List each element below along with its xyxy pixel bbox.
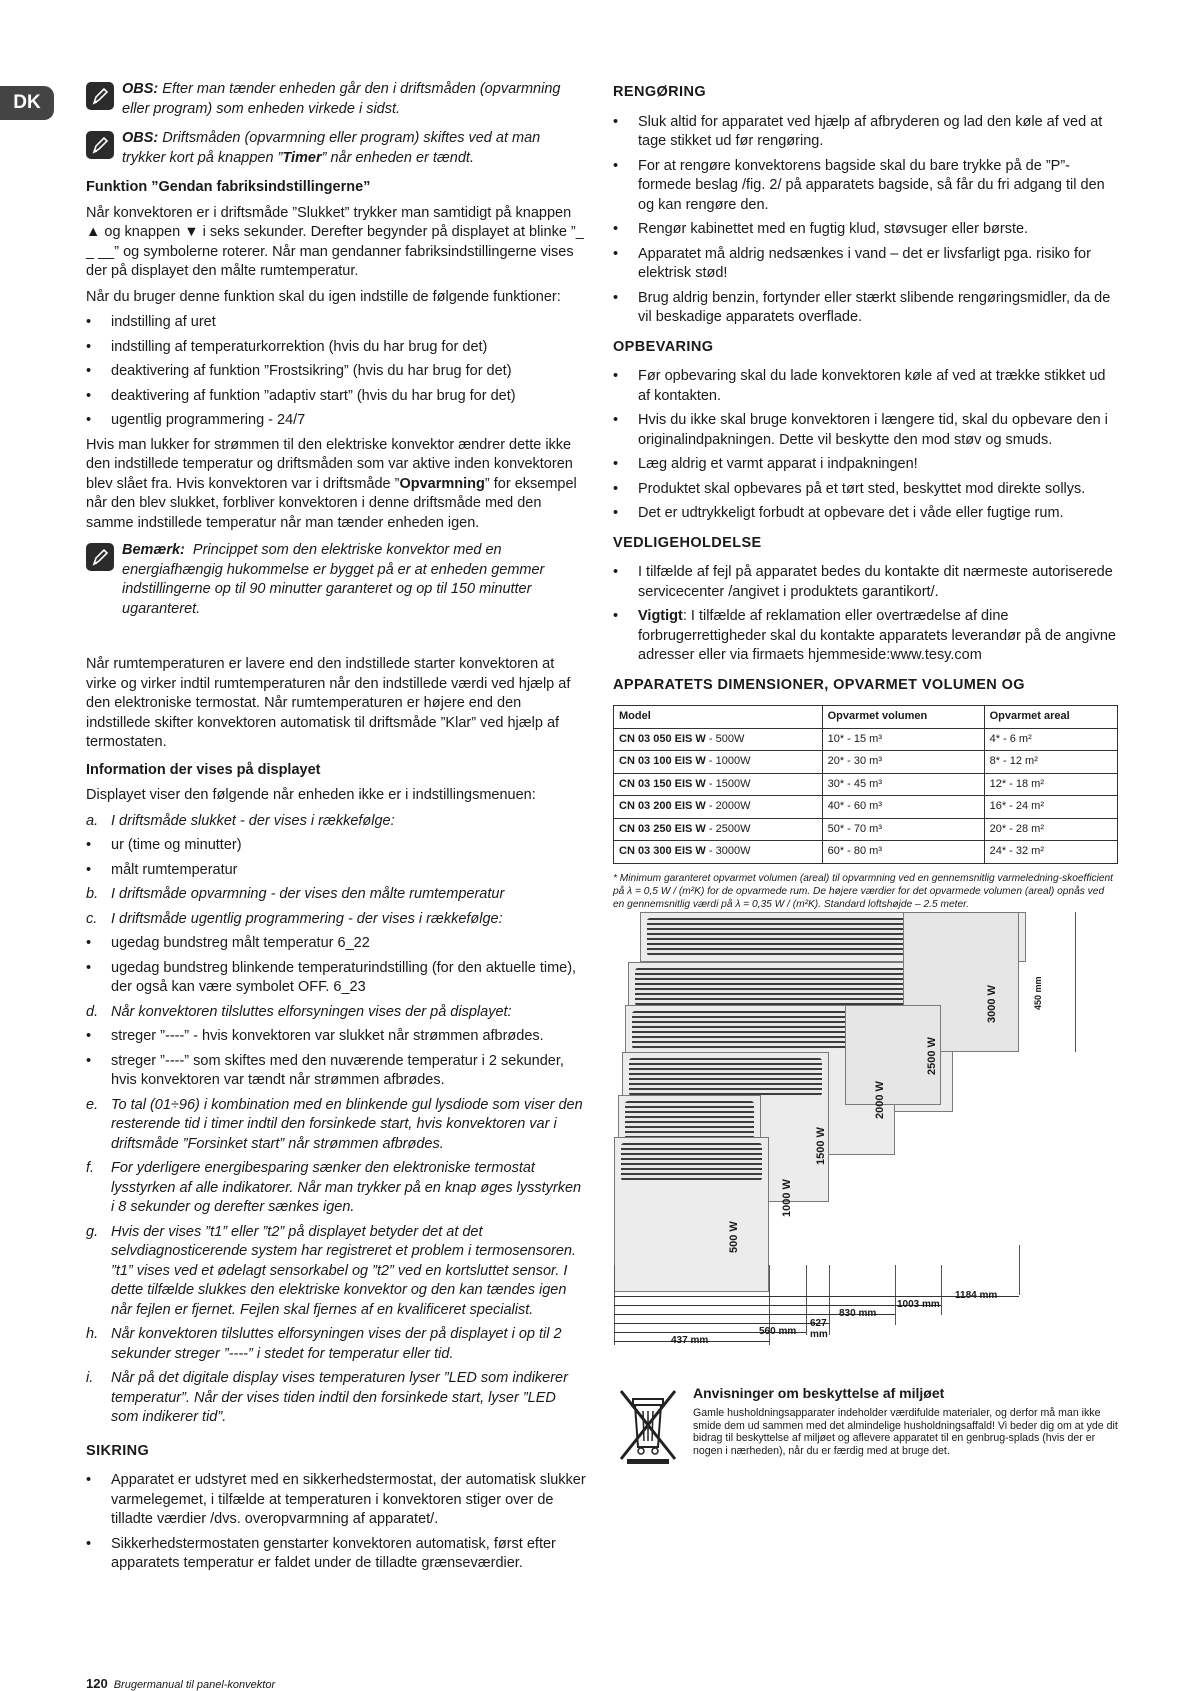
clean-list <box>613 113 1118 328</box>
grill <box>635 968 946 1006</box>
note-label: OBS: <box>122 81 159 97</box>
width-label: 830 mm <box>839 1308 877 1319</box>
model-name: CN 03 050 EIS W <box>619 732 706 745</box>
list-text: Hvis der vises ”t1” eller ”t2” på displayet betyder det at det selvdiagnosticerende system har registreret et problem i termosensoren. ”t1” vises ved et ødelagt sensorkabel og ”t2” ved en kortsluttet sensor. I dette tilfælde slukkes den elektriske konvektor og den kan tændes igen når fejlen er fjernet. Fejlen skal fjernes af en kvalificeret specialist. <box>111 1223 577 1318</box>
area-cell: 12* - 18 m² <box>984 773 1117 796</box>
room-paragraph: Når rumtemperaturen er lavere end den indstillede starter konvektoren at virke og virker indtil rumtemperaturen når den indstillede værdi ved hjælp af den elektroniske termostat. Når rumtemperaturen er højere end den indstillede skifter konvektoren automatisk til driftsmåde ”Klar” ved hjælp af termostaten. <box>86 656 571 750</box>
list-text: I driftsmåde opvarmning - der vises den målte rumtemperatur <box>111 886 505 902</box>
watt-label: 1000 W <box>781 1179 793 1217</box>
model-cell <box>614 796 823 819</box>
reset-paragraph-2: Når du bruger denne funktion skal du igen indstille de følgende funktioner: <box>86 288 561 305</box>
table-row <box>614 818 1118 841</box>
list-text: I driftsmåde slukket - der vises i rækkefølge: <box>111 812 395 829</box>
list-item <box>86 1159 586 1218</box>
list-item: • Det er udtrykkeligt forbudt at opbevare det i våde eller fugtige rum. <box>613 504 1118 524</box>
list-text: ugedag bundstreg blinkende temperaturindstilling (for den aktuelle time), der også kan være symbolet OFF. 6_23 <box>111 959 577 995</box>
bold-text: Opvarmning <box>399 475 485 492</box>
left-column <box>86 80 586 1579</box>
maintenance-heading: VEDLIGEHOLDELSE <box>613 534 762 551</box>
list-marker: • <box>86 837 92 853</box>
list-marker: i. <box>86 1370 94 1386</box>
watt-label: 500 W <box>728 1221 740 1253</box>
column-header: Model <box>614 706 823 729</box>
volume-cell: 40* - 60 m³ <box>822 796 984 819</box>
dim-1003 <box>614 1305 941 1306</box>
area-cell: 4* - 6 m² <box>984 728 1117 751</box>
environment-heading: Anvisninger om beskyttelse af miljøet <box>693 1385 945 1401</box>
page-number: 120 <box>86 1676 108 1691</box>
list-item <box>86 1223 586 1321</box>
manual-title: Brugermanual til panel-konvektor <box>113 1679 276 1691</box>
width-label: 560 mm <box>759 1326 797 1337</box>
width-label: 1184 mm <box>955 1290 998 1301</box>
safety-list <box>86 1471 586 1574</box>
dimensions-heading: APPARATETS DIMENSIONER, OPVARMET VOLUMEN OG <box>613 676 1025 693</box>
model-cell <box>614 818 823 841</box>
area-cell: 16* - 24 m² <box>984 796 1117 819</box>
list-item: • deaktivering af funktion ”Frostsikring” (hvis du har brug for det) <box>86 362 586 382</box>
language-tab: DK <box>0 86 54 120</box>
model-power: - 2500W <box>705 822 751 835</box>
volume-cell: 10* - 15 m³ <box>822 728 984 751</box>
page-footer <box>86 1676 275 1691</box>
model-name: CN 03 250 EIS W <box>619 822 706 835</box>
column-header: Opvarmet areal <box>984 706 1117 729</box>
list-item: • Sikkerhedstermostaten genstarter konvektoren automatisk, først efter apparatets temperatur er faldet under de tilladte grænseværdier. <box>86 1535 586 1574</box>
model-name: CN 03 150 EIS W <box>619 777 706 790</box>
list-item <box>86 812 586 832</box>
table-row <box>614 751 1118 774</box>
model-name: CN 03 100 EIS W <box>619 755 706 767</box>
list-marker: • <box>86 861 92 878</box>
width-label: 1003 mm <box>897 1299 940 1310</box>
table-row <box>614 728 1118 751</box>
list-text: målt rumtemperatur <box>111 861 238 878</box>
list-item: • indstilling af uret <box>86 313 586 333</box>
model-cell <box>614 841 823 864</box>
list-item: • Apparatet må aldrig nedsænkes i vand – det er livsfarligt pga. risiko for elektrisk stød! <box>613 245 1118 284</box>
list-item <box>613 607 1118 666</box>
list-text: Når konvektoren tilsluttes elforsyningen vises der på displayet: <box>111 1003 512 1020</box>
reset-heading: Funktion ”Gendan fabriksindstillingerne” <box>86 179 371 195</box>
list-marker: c. <box>86 910 98 927</box>
list-item <box>86 1325 586 1364</box>
table-body <box>614 728 1118 863</box>
list-marker: e. <box>86 1096 99 1113</box>
note-text: Princippet som den elektriske konvektor med en energiafhængig hukommelse er bygget på er at enheden gemmer indstillingerne op til 90 minutter garanteret og op til 150 minutter ugaranteret. <box>122 542 545 617</box>
reset-paragraph: Når konvektoren er i driftsmåde ”Slukket” trykker man samtidigt på knappen ▲ og knappen ▼ i seks sekunder. Derefter begynder på displayet at blinke ”_ _ __” og symbolerne roterer. Når man gendanner fabriksindstillingerne vises der på displayet den målte rumtemperatur. <box>86 204 584 279</box>
height-label: 450 mm <box>1033 976 1043 1010</box>
list-item <box>86 861 586 881</box>
storage-heading: OPBEVARING <box>613 338 714 355</box>
model-power: - 1500W <box>705 777 751 790</box>
model-cell <box>614 728 823 751</box>
dimensions-table <box>613 705 1118 864</box>
safety-heading: SIKRING <box>86 1442 150 1459</box>
height-dimension-line <box>1075 912 1076 1052</box>
list-marker: • <box>86 1028 92 1044</box>
grill <box>621 1143 762 1181</box>
column-header: Opvarmet volumen <box>822 706 984 729</box>
table-row <box>614 796 1118 819</box>
model-name: CN 03 300 EIS W <box>619 845 706 857</box>
list-text: Når konvektoren tilsluttes elforsyningen vises der på displayet i op til 2 sekunder streger ”----” i stedet for temperatur eller tid. <box>111 1326 562 1362</box>
watt-label: 1500 W <box>815 1127 827 1165</box>
list-item <box>86 1003 586 1023</box>
list-marker: d. <box>86 1003 99 1020</box>
right-column <box>613 80 1118 911</box>
table-footnote: * Minimum garanteret opvarmet volumen (areal) til opvarmning ved en gennemsnitlig varmeledning-skoefficient på λ = 0,5 W / (m²K) for de opvarmede rum. De højere værdier for det opvarmede volumen (areal) opnås ved en gennemsnitlig værdi på λ = 0,35 W / (m²K). Standard loftshøjde – 2.5 meter. <box>613 872 1113 910</box>
model-power: - 500W <box>705 732 745 745</box>
list-item: • deaktivering af funktion ”adaptiv start” (hvis du har brug for det) <box>86 387 586 407</box>
list-item <box>86 1369 586 1428</box>
watt-label: 3000 W <box>986 985 998 1023</box>
note-text: Driftsmåden (opvarmning eller program) skiftes ved at man trykker kort på knappen ” <box>122 130 541 166</box>
list-text: streger ”----” - hvis konvektoren var slukket når strømmen afbrødes. <box>111 1028 544 1044</box>
list-item: • Hvis du ikke skal bruge konvektoren i længere tid, skal du opbevare den i originalindpakningen. Dette vil beskytte den mod støv og smuds. <box>613 411 1118 450</box>
list-text: streger ”----” som skiftes med den nuværende temperatur i 2 sekunder, hvis konvektoren var tændt når strømmen afbrødes. <box>111 1052 564 1088</box>
power-paragraph <box>86 436 586 534</box>
grill <box>625 1101 754 1139</box>
list-item <box>86 934 586 954</box>
list-item: • Før opbevaring skal du lade konvektoren køle af ved at trække stikket ud af kontakten. <box>613 367 1118 406</box>
list-item: • ugentlig programmering - 24/7 <box>86 411 586 431</box>
reset-list <box>86 313 586 431</box>
panel-500w <box>614 1137 769 1292</box>
width-label: 627 mm <box>810 1318 828 1340</box>
dim-627 <box>614 1323 829 1324</box>
list-text: Når på det digitale display vises temperaturen lyser ”LED som indikerer temperatur”. Når der vises tiden indtil den forsinkede start, lyser ”LED som indikerer tid”. <box>111 1370 568 1425</box>
watt-label: 2000 W <box>874 1081 886 1119</box>
text: : I tilfælde af reklamation eller overtrædelse af dine forbrugerrettigheder skal du kontakte apparatets leverandør på de angivne adresser eller via firmaets hjemmeside:www.tesy.com <box>638 608 1116 663</box>
display-intro: Displayet viser den følgende når enheden ikke er i indstillingsmenuen: <box>86 787 536 803</box>
crossed-bin-icon <box>613 1385 683 1465</box>
text: ” for eksempel når den blev slukket, forbliver konvektoren i denne driftsmåde med den samme indstillede temperatur når man tænder enheden igen. <box>86 475 577 531</box>
display-heading: Information der vises på displayet <box>86 761 321 778</box>
dim-line <box>1019 1245 1020 1295</box>
volume-cell: 30* - 45 m³ <box>822 773 984 796</box>
storage-list <box>613 367 1118 524</box>
bold-text: Vigtigt <box>638 608 683 624</box>
watt-label: 2500 W <box>926 1037 938 1075</box>
model-cell <box>614 751 823 774</box>
clean-heading: RENGØRING <box>613 84 707 100</box>
list-marker: • <box>86 935 92 951</box>
width-label: 437 mm <box>671 1335 709 1346</box>
list-text: ur (time og minutter) <box>111 837 242 853</box>
table-row <box>614 841 1118 864</box>
table-header-row <box>614 706 1118 729</box>
list-item <box>86 1027 586 1047</box>
model-name: CN 03 200 EIS W <box>619 800 706 812</box>
note-bold: Timer <box>282 149 322 166</box>
model-cell <box>614 773 823 796</box>
list-marker: b. <box>86 886 99 902</box>
list-item <box>86 836 586 856</box>
list-item: • Læg aldrig et varmt apparat i indpakningen! <box>613 455 1118 475</box>
environment-text: Gamle husholdningsapparater indeholder værdifulde materialer, og derfor må man ikke smide dem ud sammen med det almindelige husholdningsaffald! Vi beder dig om at yde dit bidrag til beskyttelse af miljøet og aflevere apparatet til en genbrug-splads (hvis der er nogen i nærheden), når du er færdig med at bruge det. <box>693 1407 1118 1457</box>
convector-dimensions-figure <box>613 905 1118 1355</box>
area-cell: 24* - 32 m² <box>984 841 1117 864</box>
list-item: • Produktet skal opbevares på et tørt sted, beskyttet mod direkte sollys. <box>613 480 1118 500</box>
list-text: For yderligere energibesparing sænker den elektroniske termostat lysstyrken af alle indikatorer. Når man trykker på en knap øges lysstyrken i 8 sekunder og derefter sænkes igen. <box>111 1160 582 1215</box>
list-text: To tal (01÷96) i kombination med en blinkende gul lysdiode som viser den resterende tid i timer indtil den forsinkede start, hvis konvektoren var i driftsmåde ”Forsinket start” når strømmen afbrødes. <box>111 1096 583 1152</box>
maintenance-list <box>613 563 1118 666</box>
model-power: - 1000W <box>705 755 751 767</box>
list-item <box>86 910 586 930</box>
dim-line <box>806 1265 807 1335</box>
model-power: - 3000W <box>705 845 751 857</box>
note-label: OBS: <box>122 130 159 146</box>
list-item: • Apparatet er udstyret med en sikkerhedstermostat, der automatisk slukker varmelegemet, i tilfælde at temperaturen i konvektoren stiger over de tilladte værdier /dvs. overopvarmning af apparatet/. <box>86 1471 586 1530</box>
area-cell: 20* - 28 m² <box>984 818 1117 841</box>
note-1 <box>86 80 586 119</box>
model-power: - 2000W <box>705 800 751 812</box>
note-label: Bemærk: <box>122 542 185 558</box>
pen-icon <box>86 82 114 110</box>
note-text: Efter man tænder enheden går den i driftsmåden (opvarmning eller program) som enheden virkede i sidst. <box>122 81 561 117</box>
list-text: ugedag bundstreg målt temperatur 6_22 <box>111 935 370 951</box>
pen-icon <box>86 543 114 571</box>
table-row <box>614 773 1118 796</box>
list-item: • I tilfælde af fejl på apparatet bedes du kontakte dit nærmeste autoriserede servicecenter /angivet i produktets garantikort/. <box>613 563 1118 602</box>
list-item: • indstilling af temperaturkorrektion (hvis du har brug for det) <box>86 338 586 358</box>
volume-cell: 60* - 80 m³ <box>822 841 984 864</box>
text: Hvis man lukker for strømmen til den elektriske konvektor ændrer dette ikke den indstillede temperatur og driftsmåden som var aktive inden konvektoren blev slået fra. Hvis konvektoren var i driftsmåde ” <box>86 436 573 492</box>
list-marker: f. <box>86 1160 95 1176</box>
display-list <box>86 812 586 1428</box>
volume-cell: 50* - 70 m³ <box>822 818 984 841</box>
list-text: I driftsmåde ugentlig programmering - der vises i rækkefølge: <box>111 910 503 927</box>
list-marker: h. <box>86 1326 99 1342</box>
list-item <box>86 959 586 998</box>
list-item <box>86 1052 586 1091</box>
volume-cell: 20* - 30 m³ <box>822 751 984 774</box>
list-item <box>86 1096 586 1155</box>
dim-line <box>941 1265 942 1315</box>
note-2 <box>86 129 586 168</box>
list-marker: • <box>86 959 92 976</box>
note-3 <box>86 541 586 619</box>
dim-line <box>895 1265 896 1325</box>
area-cell: 8* - 12 m² <box>984 751 1117 774</box>
list-item: • Brug aldrig benzin, fortynder eller stærkt slibende rengøringsmidler, da de vil beskadige apparatets overflade. <box>613 289 1118 328</box>
list-marker: g. <box>86 1223 99 1240</box>
list-item: • Sluk altid for apparatet ved hjælp af afbryderen og lad den køle af ved at tage stikket ud før rengøring. <box>613 113 1118 152</box>
grill <box>629 1058 822 1096</box>
list-marker: a. <box>86 812 99 829</box>
list-item: • For at rengøre konvektorens bagside skal du bare trykke på de ”P”-formede beslag /fig. 2/ på apparatets bagside, så får du fri adgang til den og kan rengøre den. <box>613 157 1118 216</box>
note-text: ” når enheden er tændt. <box>321 149 474 166</box>
list-item <box>86 885 586 905</box>
pen-icon <box>86 131 114 159</box>
list-item: • Rengør kabinettet med en fugtig klud, støvsuger eller børste. <box>613 220 1118 240</box>
list-marker: • <box>86 1052 92 1069</box>
